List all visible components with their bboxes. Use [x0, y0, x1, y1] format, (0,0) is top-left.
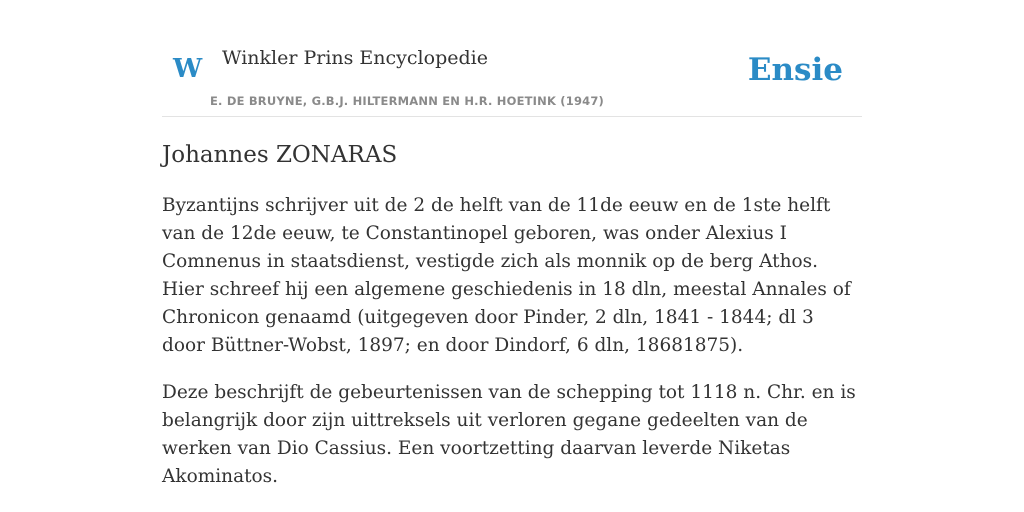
- entry-body: [162, 192, 862, 510]
- winkler-prins-logo: W: [173, 54, 203, 84]
- entry-header: [162, 0, 862, 117]
- book-authors: E. DE BRUYNE, G.B.J. HILTERMANN EN H.R. HOETINK (1947): [210, 94, 605, 108]
- entry-paragraph: Byzantijns schrijver uit de 2 de helft van de 11de eeuw en de 1ste helft van de 12de eeuw, te Constantinopel geboren, was onder Alexius I Comnenus in staatsdienst, vestigde zich als monnik op de berg Athos. Hier schreef hij een algemene geschiedenis in 18 dln, meestal Annales of Chronicon genaamd (uitgegeven door Pinder, 2 dln, 1841 - 1844; dl 3 door Büttner-Wobst, 1897; en door Dindorf, 6 dln, 18681875).: [162, 195, 851, 356]
- book-title[interactable]: Winkler Prins Encyclopedie: [222, 47, 488, 69]
- entry-paragraph: Deze beschrijft de gebeurtenissen van de schepping tot 1118 n. Chr. en is belangrijk door zijn uittreksels uit verloren gegane gedeelten van de werken van Dio Cassius. Een voortzetting daarvan leverde Niketas Akominatos.: [162, 382, 856, 487]
- ensie-brand-logo[interactable]: Ensie: [747, 52, 843, 88]
- encyclopedia-entry-card: [162, 0, 862, 487]
- entry-title: Johannes ZONARAS: [162, 142, 398, 168]
